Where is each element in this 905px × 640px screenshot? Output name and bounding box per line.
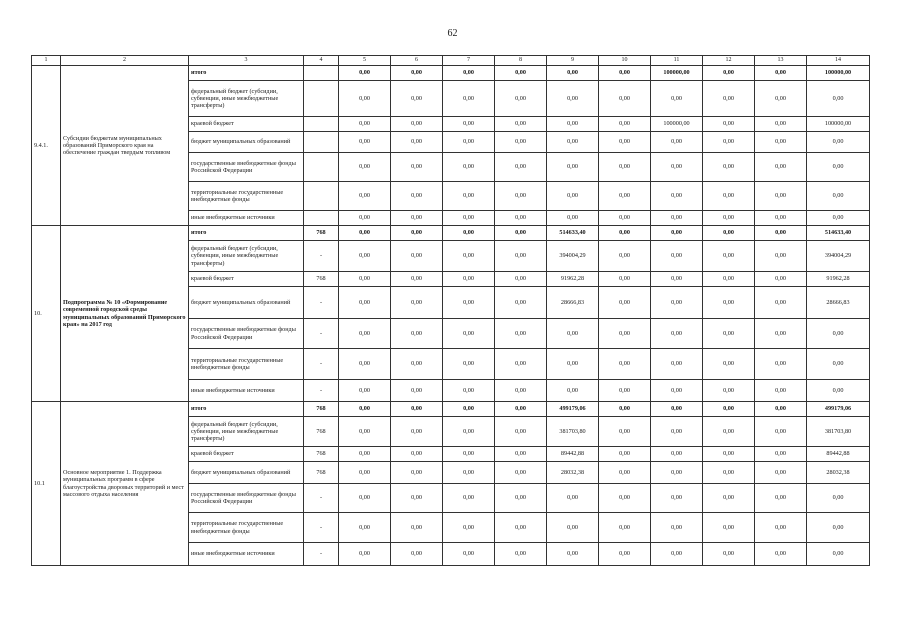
amount-cell: 0,00 [651,226,703,241]
row-code: 9.4.1. [32,66,61,226]
amount-cell: 0,00 [651,132,703,153]
amount-cell: 0,00 [703,447,755,462]
amount-cell: 0,00 [339,287,391,319]
amount-cell: 0,00 [391,211,443,226]
amount-cell: 0,00 [391,182,443,211]
amount-cell: 0,00 [339,211,391,226]
amount-cell: 0,00 [391,417,443,447]
amount-cell: 0,00 [495,349,547,380]
amount-cell: 0,00 [443,226,495,241]
amount-cell: 0,00 [755,153,807,182]
amount-cell: 0,00 [391,319,443,349]
amount-cell: 0,00 [807,182,870,211]
funding-source: федеральный бюджет (субсидии, субвенции, иные межбюджетные трансферты) [189,81,304,117]
amount-cell: 100000,00 [651,66,703,81]
funding-source: итого [189,226,304,241]
admin-code: - [304,484,339,513]
amount-cell: 0,00 [443,132,495,153]
amount-cell: 0,00 [755,417,807,447]
amount-cell: 0,00 [703,287,755,319]
amount-cell: 0,00 [703,484,755,513]
amount-cell: 0,00 [391,81,443,117]
amount-cell: 0,00 [443,543,495,566]
amount-cell: 0,00 [547,81,599,117]
amount-cell: 0,00 [651,287,703,319]
amount-cell: 0,00 [755,241,807,272]
amount-cell: 0,00 [755,319,807,349]
amount-cell: 0,00 [755,349,807,380]
admin-code: 768 [304,402,339,417]
amount-cell: 0,00 [495,66,547,81]
amount-cell: 0,00 [443,66,495,81]
amount-cell: 0,00 [703,211,755,226]
column-header: 4 [304,56,339,66]
amount-cell: 0,00 [495,241,547,272]
funding-source: государственные внебюджетные фонды Российской Федерации [189,319,304,349]
amount-cell: 0,00 [703,182,755,211]
admin-code: - [304,287,339,319]
amount-cell: 0,00 [807,484,870,513]
amount-cell: 0,00 [703,319,755,349]
amount-cell: 28666,83 [547,287,599,319]
funding-source: итого [189,402,304,417]
amount-cell: 0,00 [495,182,547,211]
amount-cell: 0,00 [599,272,651,287]
amount-cell: 0,00 [391,447,443,462]
amount-cell: 0,00 [703,417,755,447]
amount-cell: 0,00 [391,402,443,417]
amount-cell: 0,00 [807,513,870,543]
amount-cell: 0,00 [391,66,443,81]
admin-code: - [304,241,339,272]
admin-code [304,182,339,211]
amount-cell: 0,00 [599,117,651,132]
amount-cell: 0,00 [599,153,651,182]
amount-cell: 0,00 [495,402,547,417]
amount-cell: 0,00 [755,462,807,484]
amount-cell: 0,00 [495,226,547,241]
amount-cell: 100000,00 [807,66,870,81]
admin-code [304,211,339,226]
amount-cell: 0,00 [339,380,391,402]
amount-cell: 0,00 [495,543,547,566]
admin-code: - [304,349,339,380]
admin-code: - [304,513,339,543]
amount-cell: 0,00 [755,211,807,226]
amount-cell: 0,00 [651,81,703,117]
amount-cell: 0,00 [651,211,703,226]
amount-cell: 0,00 [599,543,651,566]
amount-cell: 0,00 [391,153,443,182]
amount-cell: 0,00 [599,484,651,513]
amount-cell: 0,00 [443,211,495,226]
amount-cell: 0,00 [547,380,599,402]
amount-cell: 0,00 [755,287,807,319]
amount-cell: 89442,88 [547,447,599,462]
amount-cell: 0,00 [755,81,807,117]
amount-cell: 0,00 [599,380,651,402]
amount-cell: 0,00 [807,543,870,566]
amount-cell: 0,00 [443,182,495,211]
column-header: 11 [651,56,703,66]
funding-source: иные внебюджетные источники [189,211,304,226]
admin-code [304,117,339,132]
program-name: Субсидии бюджетам муниципальных образований Приморского края на обеспечение граждан твердым топливом [61,66,189,226]
admin-code [304,132,339,153]
admin-code: 768 [304,272,339,287]
amount-cell: 0,00 [651,513,703,543]
amount-cell: 0,00 [651,543,703,566]
amount-cell: 514633,40 [547,226,599,241]
funding-source: бюджет муниципальных образований [189,132,304,153]
amount-cell: 0,00 [807,380,870,402]
funding-source: федеральный бюджет (субсидии, субвенции, иные межбюджетные трансферты) [189,241,304,272]
amount-cell: 0,00 [391,349,443,380]
amount-cell: 0,00 [703,226,755,241]
amount-cell: 89442,88 [807,447,870,462]
column-header: 14 [807,56,870,66]
amount-cell: 0,00 [755,132,807,153]
amount-cell: 0,00 [547,117,599,132]
funding-source: бюджет муниципальных образований [189,462,304,484]
funding-source: бюджет муниципальных образований [189,287,304,319]
column-number-row [32,56,870,66]
amount-cell: 0,00 [547,66,599,81]
amount-cell: 0,00 [443,81,495,117]
amount-cell: 0,00 [703,81,755,117]
amount-cell: 0,00 [703,153,755,182]
table-row [32,402,870,417]
funding-source: иные внебюджетные источники [189,380,304,402]
amount-cell: 0,00 [339,543,391,566]
amount-cell: 0,00 [339,319,391,349]
amount-cell: 0,00 [443,349,495,380]
amount-cell: 0,00 [651,462,703,484]
amount-cell: 0,00 [495,153,547,182]
amount-cell: 0,00 [443,153,495,182]
amount-cell: 0,00 [495,211,547,226]
funding-source: государственные внебюджетные фонды Российской Федерации [189,153,304,182]
amount-cell: 0,00 [339,484,391,513]
amount-cell: 0,00 [599,417,651,447]
amount-cell: 0,00 [703,66,755,81]
amount-cell: 0,00 [703,543,755,566]
amount-cell: 0,00 [651,447,703,462]
amount-cell: 0,00 [651,484,703,513]
program-name: Основное мероприятие 1. Поддержка муниципальных программ в сфере благоустройства дворовых территорий и мест массового отдыха населения [61,402,189,566]
amount-cell: 0,00 [495,81,547,117]
admin-code: - [304,319,339,349]
amount-cell: 394004,29 [547,241,599,272]
amount-cell: 0,00 [547,513,599,543]
column-header: 10 [599,56,651,66]
column-header: 13 [755,56,807,66]
admin-code: - [304,543,339,566]
amount-cell: 0,00 [391,241,443,272]
column-header: 6 [391,56,443,66]
amount-cell: 0,00 [339,132,391,153]
amount-cell: 0,00 [547,543,599,566]
amount-cell: 0,00 [339,462,391,484]
amount-cell: 0,00 [339,417,391,447]
amount-cell: 0,00 [495,132,547,153]
amount-cell: 499179,06 [807,402,870,417]
amount-cell: 0,00 [495,319,547,349]
amount-cell: 381703,80 [547,417,599,447]
amount-cell: 0,00 [599,462,651,484]
table-row [32,226,870,241]
column-header: 9 [547,56,599,66]
amount-cell: 0,00 [599,513,651,543]
amount-cell: 0,00 [443,272,495,287]
amount-cell: 0,00 [599,447,651,462]
funding-source: территориальные государственные внебюджетные фонды [189,513,304,543]
amount-cell: 0,00 [547,349,599,380]
amount-cell: 0,00 [547,182,599,211]
amount-cell: 0,00 [703,241,755,272]
amount-cell: 0,00 [391,543,443,566]
amount-cell: 0,00 [339,241,391,272]
amount-cell: 0,00 [651,402,703,417]
amount-cell: 0,00 [703,513,755,543]
amount-cell: 28666,83 [807,287,870,319]
amount-cell: 0,00 [547,153,599,182]
column-header: 8 [495,56,547,66]
amount-cell: 0,00 [755,484,807,513]
amount-cell: 0,00 [443,417,495,447]
amount-cell: 100000,00 [807,117,870,132]
funding-source: краевой бюджет [189,117,304,132]
amount-cell: 0,00 [755,543,807,566]
amount-cell: 0,00 [443,380,495,402]
amount-cell: 0,00 [599,182,651,211]
amount-cell: 0,00 [443,117,495,132]
column-header: 5 [339,56,391,66]
amount-cell: 0,00 [495,287,547,319]
amount-cell: 0,00 [339,402,391,417]
table-body [32,56,870,566]
row-code: 10. [32,226,61,402]
amount-cell: 0,00 [495,417,547,447]
amount-cell: 0,00 [755,402,807,417]
amount-cell: 0,00 [651,417,703,447]
amount-cell: 0,00 [599,66,651,81]
table-row [32,66,870,81]
admin-code [304,81,339,117]
funding-source: территориальные государственные внебюджетные фонды [189,349,304,380]
amount-cell: 0,00 [599,319,651,349]
amount-cell: 381703,80 [807,417,870,447]
amount-cell: 0,00 [495,380,547,402]
amount-cell: 0,00 [495,447,547,462]
amount-cell: 0,00 [443,484,495,513]
amount-cell: 0,00 [755,380,807,402]
admin-code: 768 [304,226,339,241]
admin-code: 768 [304,462,339,484]
funding-source: краевой бюджет [189,447,304,462]
funding-source: краевой бюджет [189,272,304,287]
amount-cell: 0,00 [339,226,391,241]
amount-cell: 0,00 [391,513,443,543]
amount-cell: 0,00 [651,153,703,182]
amount-cell: 0,00 [807,81,870,117]
amount-cell: 0,00 [807,211,870,226]
amount-cell: 0,00 [339,66,391,81]
amount-cell: 0,00 [547,319,599,349]
program-name: Подпрограмма № 10 «Формирование современной городской среды муниципальных образований Приморского края» на 2017 год [61,226,189,402]
admin-code: 768 [304,417,339,447]
amount-cell: 0,00 [755,66,807,81]
amount-cell: 0,00 [339,117,391,132]
page-number: 62 [447,28,458,39]
amount-cell: 0,00 [339,513,391,543]
amount-cell: 0,00 [599,402,651,417]
row-code: 10.1 [32,402,61,566]
amount-cell: 0,00 [443,319,495,349]
amount-cell: 0,00 [703,117,755,132]
amount-cell: 0,00 [443,402,495,417]
amount-cell: 0,00 [495,484,547,513]
column-header: 7 [443,56,495,66]
amount-cell: 28032,38 [547,462,599,484]
amount-cell: 100000,00 [651,117,703,132]
amount-cell: 0,00 [599,349,651,380]
amount-cell: 91962,28 [547,272,599,287]
amount-cell: 0,00 [755,117,807,132]
amount-cell: 0,00 [703,402,755,417]
amount-cell: 91962,28 [807,272,870,287]
funding-source: иные внебюджетные источники [189,543,304,566]
amount-cell: 0,00 [599,81,651,117]
amount-cell: 0,00 [391,272,443,287]
funding-source: территориальные государственные внебюджетные фонды [189,182,304,211]
amount-cell: 0,00 [703,132,755,153]
amount-cell: 0,00 [755,226,807,241]
column-header: 1 [32,56,61,66]
amount-cell: 0,00 [443,513,495,543]
amount-cell: 28032,38 [807,462,870,484]
amount-cell: 0,00 [547,132,599,153]
amount-cell: 0,00 [807,349,870,380]
amount-cell: 0,00 [755,272,807,287]
amount-cell: 0,00 [443,447,495,462]
amount-cell: 394004,29 [807,241,870,272]
column-header: 2 [61,56,189,66]
amount-cell: 0,00 [391,287,443,319]
amount-cell: 0,00 [703,349,755,380]
amount-cell: 0,00 [339,182,391,211]
admin-code: - [304,380,339,402]
amount-cell: 0,00 [495,272,547,287]
amount-cell: 0,00 [651,380,703,402]
amount-cell: 0,00 [651,319,703,349]
amount-cell: 0,00 [495,462,547,484]
amount-cell: 0,00 [339,272,391,287]
amount-cell: 0,00 [651,349,703,380]
column-header: 3 [189,56,304,66]
amount-cell: 0,00 [807,132,870,153]
amount-cell: 0,00 [391,132,443,153]
amount-cell: 0,00 [547,484,599,513]
amount-cell: 0,00 [599,226,651,241]
budget-table [31,55,870,566]
funding-source: государственные внебюджетные фонды Российской Федерации [189,484,304,513]
amount-cell: 0,00 [755,447,807,462]
amount-cell: 0,00 [703,380,755,402]
amount-cell: 0,00 [651,182,703,211]
amount-cell: 0,00 [339,447,391,462]
amount-cell: 0,00 [807,319,870,349]
amount-cell: 0,00 [443,462,495,484]
amount-cell: 0,00 [703,462,755,484]
admin-code [304,66,339,81]
funding-source: федеральный бюджет (субсидии, субвенции, иные межбюджетные трансферты) [189,417,304,447]
amount-cell: 0,00 [443,241,495,272]
amount-cell: 0,00 [703,272,755,287]
amount-cell: 0,00 [599,132,651,153]
amount-cell: 0,00 [651,241,703,272]
column-header: 12 [703,56,755,66]
amount-cell: 0,00 [755,182,807,211]
amount-cell: 0,00 [391,484,443,513]
amount-cell: 0,00 [495,513,547,543]
admin-code [304,153,339,182]
amount-cell: 0,00 [495,117,547,132]
amount-cell: 0,00 [599,241,651,272]
amount-cell: 0,00 [339,153,391,182]
amount-cell: 514633,40 [807,226,870,241]
amount-cell: 0,00 [391,226,443,241]
amount-cell: 0,00 [391,462,443,484]
admin-code: 768 [304,447,339,462]
amount-cell: 0,00 [443,287,495,319]
amount-cell: 0,00 [755,513,807,543]
amount-cell: 0,00 [339,81,391,117]
amount-cell: 0,00 [391,380,443,402]
funding-source: итого [189,66,304,81]
amount-cell: 0,00 [599,287,651,319]
amount-cell: 499179,06 [547,402,599,417]
amount-cell: 0,00 [807,153,870,182]
amount-cell: 0,00 [339,349,391,380]
amount-cell: 0,00 [651,272,703,287]
amount-cell: 0,00 [547,211,599,226]
amount-cell: 0,00 [391,117,443,132]
amount-cell: 0,00 [599,211,651,226]
